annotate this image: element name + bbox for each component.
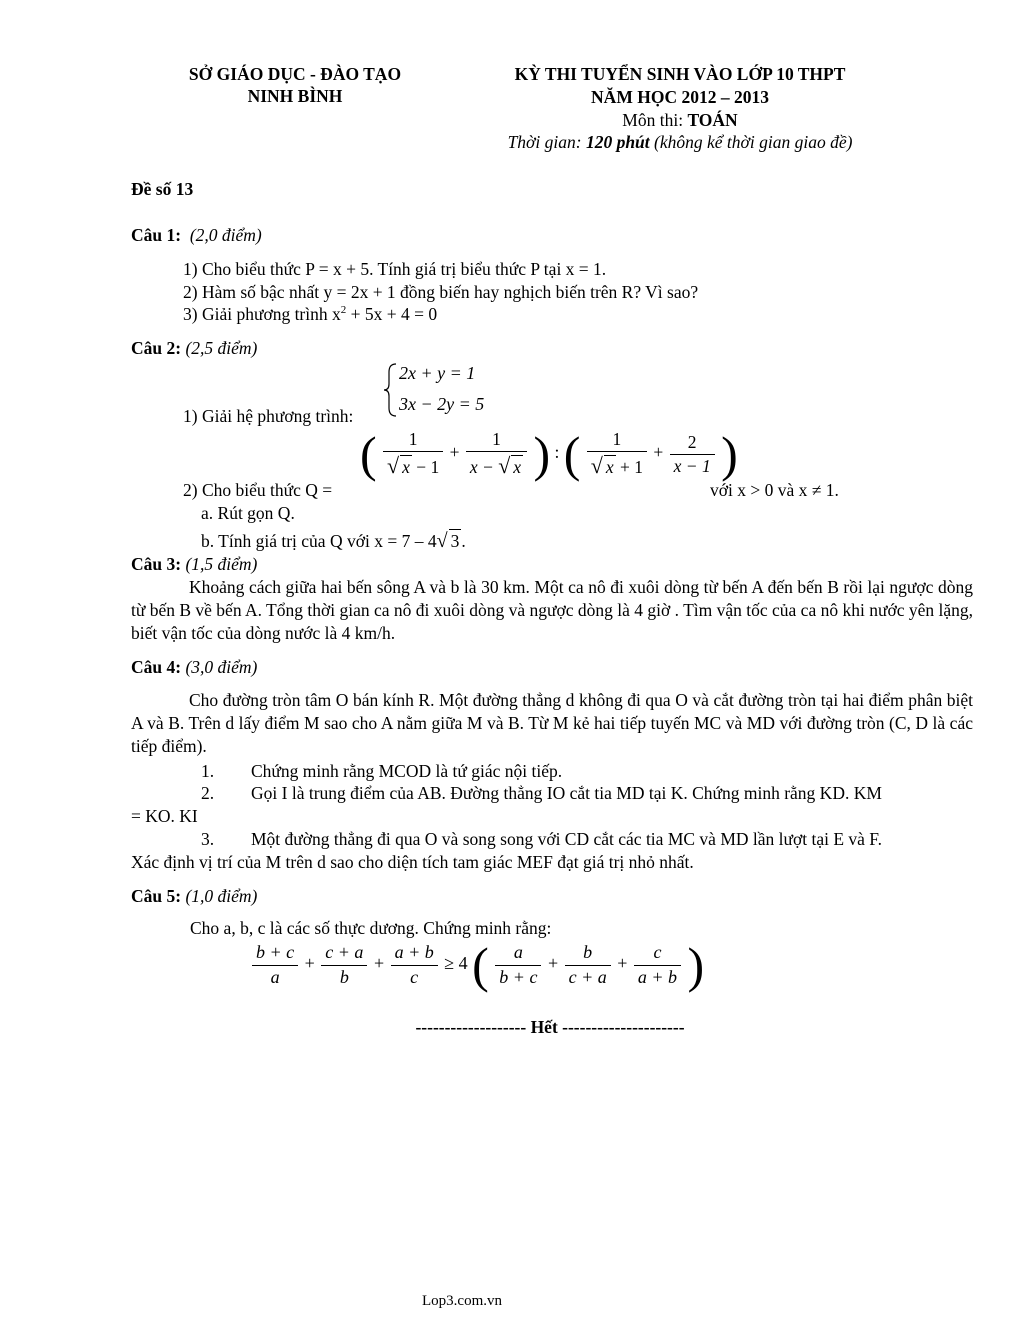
time-prefix: Thời gian: bbox=[507, 132, 586, 152]
time-line bbox=[450, 131, 910, 154]
left-paren: ( bbox=[360, 426, 377, 483]
time-note: (không kể thời gian giao đề) bbox=[649, 132, 853, 152]
q4-number-2: 2. bbox=[201, 783, 215, 803]
question-points: (2,5 điểm) bbox=[185, 338, 258, 358]
subject-line bbox=[470, 109, 890, 132]
q3-text: Khoảng cách giữa hai bến sông A và b là 30 km. Một ca nô đi xuôi dòng từ bến A đến bến B rồi lại ngược dòng từ bến B về bến A. Tổng thời gian ca nô đi xuôi dòng và ngược dòng là 4 giờ . Tìm vận tốc của ca nô khi nước yên lặng, biết vận tốc của dòng nước là 4 km/h. bbox=[131, 577, 973, 643]
q4-task-1: Chứng minh rằng MCOD là tứ giác nội tiếp. bbox=[251, 761, 563, 781]
question-points: (2,0 điểm) bbox=[189, 225, 262, 245]
right-paren: ) bbox=[687, 937, 705, 993]
fraction: $\frac{b}{c + a}$ bbox=[565, 941, 611, 989]
q-expression: ( $\frac{1}{√ x - 1}$ + $\frac{1}{x - √ x}$ ) : ( $\frac{1}{√ x + 1}$ + $\frac{2}{x - 1}$ ) bbox=[360, 426, 738, 483]
footer-site: Lop3.com.vn bbox=[422, 1293, 502, 1309]
time-value: 120 phút bbox=[585, 132, 650, 152]
q2-item-2-condition: với x > 0 và x ≠ 1. bbox=[710, 480, 839, 500]
system-equation-2: 3x − 2y = 5 bbox=[399, 394, 485, 414]
fraction: $\frac{b + c}{a}$ bbox=[252, 941, 298, 989]
fraction: $\frac{1}{x - √ x}$ bbox=[466, 428, 527, 480]
q2-item-2-label: 2) Cho biểu thức Q = bbox=[183, 480, 333, 500]
end-marker: ------------------- Hết --------------------- bbox=[415, 1017, 685, 1037]
question-points: (1,5 điểm) bbox=[185, 554, 258, 574]
fraction: $\frac{a + b}{c}$ bbox=[391, 941, 438, 989]
question-label: Câu 1: bbox=[131, 225, 182, 245]
inequality-sign: ≥ 4 bbox=[444, 953, 468, 974]
question-points: (1,0 điểm) bbox=[185, 886, 258, 906]
q4-number-3: 3. bbox=[201, 829, 215, 849]
fraction: $\frac{a}{b + c}$ bbox=[495, 941, 541, 989]
q4-task-3-line-1: Một đường thẳng đi qua O và song song với CD cắt các tia MC và MD lần lượt tại E và F. bbox=[251, 829, 883, 849]
q1-item-3: 3) Giải phương trình $x^2 + 5x + 4 = 0$ bbox=[183, 304, 438, 324]
q4-number-1: 1. bbox=[201, 761, 215, 781]
q5-inequality: $\frac{b + c}{a}$ + $\frac{c + a}{b}$ + $\frac{a + b}{c}$ ≥ 4 ( $\frac{a}{b + c}$ + $\frac{b}{c + a}$ + $\frac{c}{a + b}$ ) bbox=[250, 940, 704, 1002]
q1-item-1: 1) Cho biểu thức P = x + 5. Tính giá trị biểu thức P tại x = 1. bbox=[183, 259, 607, 279]
q4-task-3-line-2: Xác định vị trí của M trên d sao cho diện tích tam giác MEF đạt giá trị nhỏ nhất. bbox=[131, 852, 694, 872]
left-paren: ( bbox=[472, 937, 489, 993]
q2-sub-b: b. Tính giá trị của Q với x = 7 – 4√ 3 . bbox=[201, 530, 466, 552]
system-brace bbox=[383, 362, 399, 418]
fraction: $\frac{1}{√ x + 1}$ bbox=[587, 428, 647, 480]
subject-name: TOÁN bbox=[687, 110, 738, 130]
question-5-heading bbox=[131, 885, 257, 908]
q2-sub-a: a. Rút gọn Q. bbox=[201, 503, 295, 523]
question-1-heading bbox=[131, 224, 262, 247]
question-3-heading bbox=[131, 553, 257, 576]
question-label: Câu 2: bbox=[131, 338, 182, 358]
fraction: $\frac{2}{x - 1}$ bbox=[670, 431, 715, 478]
q2-item-1: 1) Giải hệ phương trình: bbox=[183, 406, 354, 426]
issuer-department: SỞ GIÁO DỤC - ĐÀO TẠO bbox=[188, 64, 402, 84]
issuer-province: NINH BÌNH bbox=[247, 86, 343, 106]
subject-prefix: Môn thi: bbox=[622, 110, 688, 130]
fraction: $\frac{1}{√ x - 1}$ bbox=[383, 428, 443, 480]
fraction: $\frac{c}{a + b}$ bbox=[634, 941, 681, 989]
left-paren: ( bbox=[563, 426, 581, 483]
question-label: Câu 3: bbox=[131, 554, 182, 574]
school-year: NĂM HỌC 2012 – 2013 bbox=[591, 87, 769, 107]
q4-task-2-line-2: = KO. KI bbox=[131, 806, 198, 826]
exam-title: KỲ THI TUYỂN SINH VÀO LỚP 10 THPT bbox=[514, 64, 846, 84]
question-4-heading bbox=[131, 656, 257, 679]
q1-item-2: 2) Hàm số bậc nhất y = 2x + 1 đồng biến hay nghịch biến trên R? Vì sao? bbox=[183, 282, 699, 302]
right-paren: ) bbox=[721, 426, 738, 483]
question-label: Câu 4: bbox=[131, 657, 182, 677]
q4-task-2-line-1: Gọi I là trung điểm của AB. Đường thẳng IO cắt tia MD tại K. Chứng minh rằng KD. KM bbox=[251, 783, 882, 803]
system-equation-1: 2x + y = 1 bbox=[399, 363, 476, 383]
exam-number: Đề số 13 bbox=[131, 179, 194, 199]
right-paren: ) bbox=[533, 426, 551, 483]
question-2-heading bbox=[131, 337, 257, 360]
fraction: $\frac{c + a}{b}$ bbox=[321, 941, 367, 989]
question-label: Câu 5: bbox=[131, 886, 182, 906]
question-points: (3,0 điểm) bbox=[185, 657, 258, 677]
q4-intro: Cho đường tròn tâm O bán kính R. Một đường thẳng d không đi qua O và cắt đường tròn tại hai điểm phân biệt A và B. Trên d lấy điểm M sao cho A nằm giữa M và B. Từ M kẻ hai tiếp tuyến MC và MD với đường tròn (C, D là các tiếp điểm). bbox=[131, 690, 973, 756]
q5-intro: Cho a, b, c là các số thực dương. Chứng minh rằng: bbox=[190, 918, 552, 938]
